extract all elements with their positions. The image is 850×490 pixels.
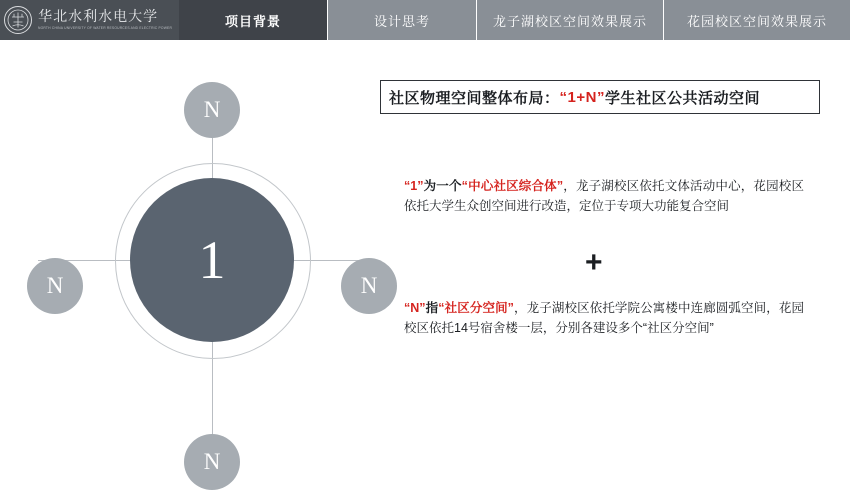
tab-project-background[interactable]: 项目背景 [179,0,327,40]
para2-text1: 指 [425,301,439,315]
para1-highlight1: “1” [404,179,424,193]
diagram-node-left: N [27,258,83,314]
university-seal-icon [4,6,32,34]
top-navigation-bar [0,0,850,40]
headline-highlight: “1+N” [559,88,605,106]
tab-design-thinking[interactable]: 设计思考 [328,0,476,40]
para2-highlight2: “社区分空间” [438,301,514,315]
plus-symbol: + [585,246,603,279]
page-title [380,80,820,114]
paragraph-one-definition [404,176,804,217]
tab-huayuan-campus-showcase[interactable]: 花园校区空间效果展示 [664,0,850,40]
tab-longzihu-campus-showcase[interactable]: 龙子湖校区空间效果展示 [477,0,663,40]
diagram-node-right: N [341,258,397,314]
university-name-en: NORTH CHINA UNIVERSITY OF WATER RESOURCES AND ELECTRIC POWER [38,25,173,30]
diagram-node-bottom: N [184,434,240,490]
diagram-node-top: N [184,82,240,138]
para2-highlight1: “N” [404,301,426,315]
para1-text2: ，龙子湖校区依托文体活动中心，花园校区依托大学生众创空间进行改造，定位于专项大功能复合空间 [404,179,804,214]
paragraph-n-definition [404,298,804,339]
university-name-cn: 华北水利水电大学 [38,8,159,25]
headline-part1: 社区物理空间整体布局： [389,89,560,107]
content-panel [380,48,835,468]
university-logo [0,0,179,40]
para1-text1: 为一个 [423,179,462,193]
para1-highlight2: “中心社区综合体” [461,179,564,193]
para2-text2: ，龙子湖校区依托学院公寓楼中连廊圆弧空间，花园校区依托14号宿舍楼一层，分别各建设多个“社区分空间” [404,301,804,336]
headline-part2: 学生社区公共活动空间 [604,89,760,107]
diagram-center-node: 1 [130,178,294,342]
one-plus-n-diagram [18,48,378,474]
